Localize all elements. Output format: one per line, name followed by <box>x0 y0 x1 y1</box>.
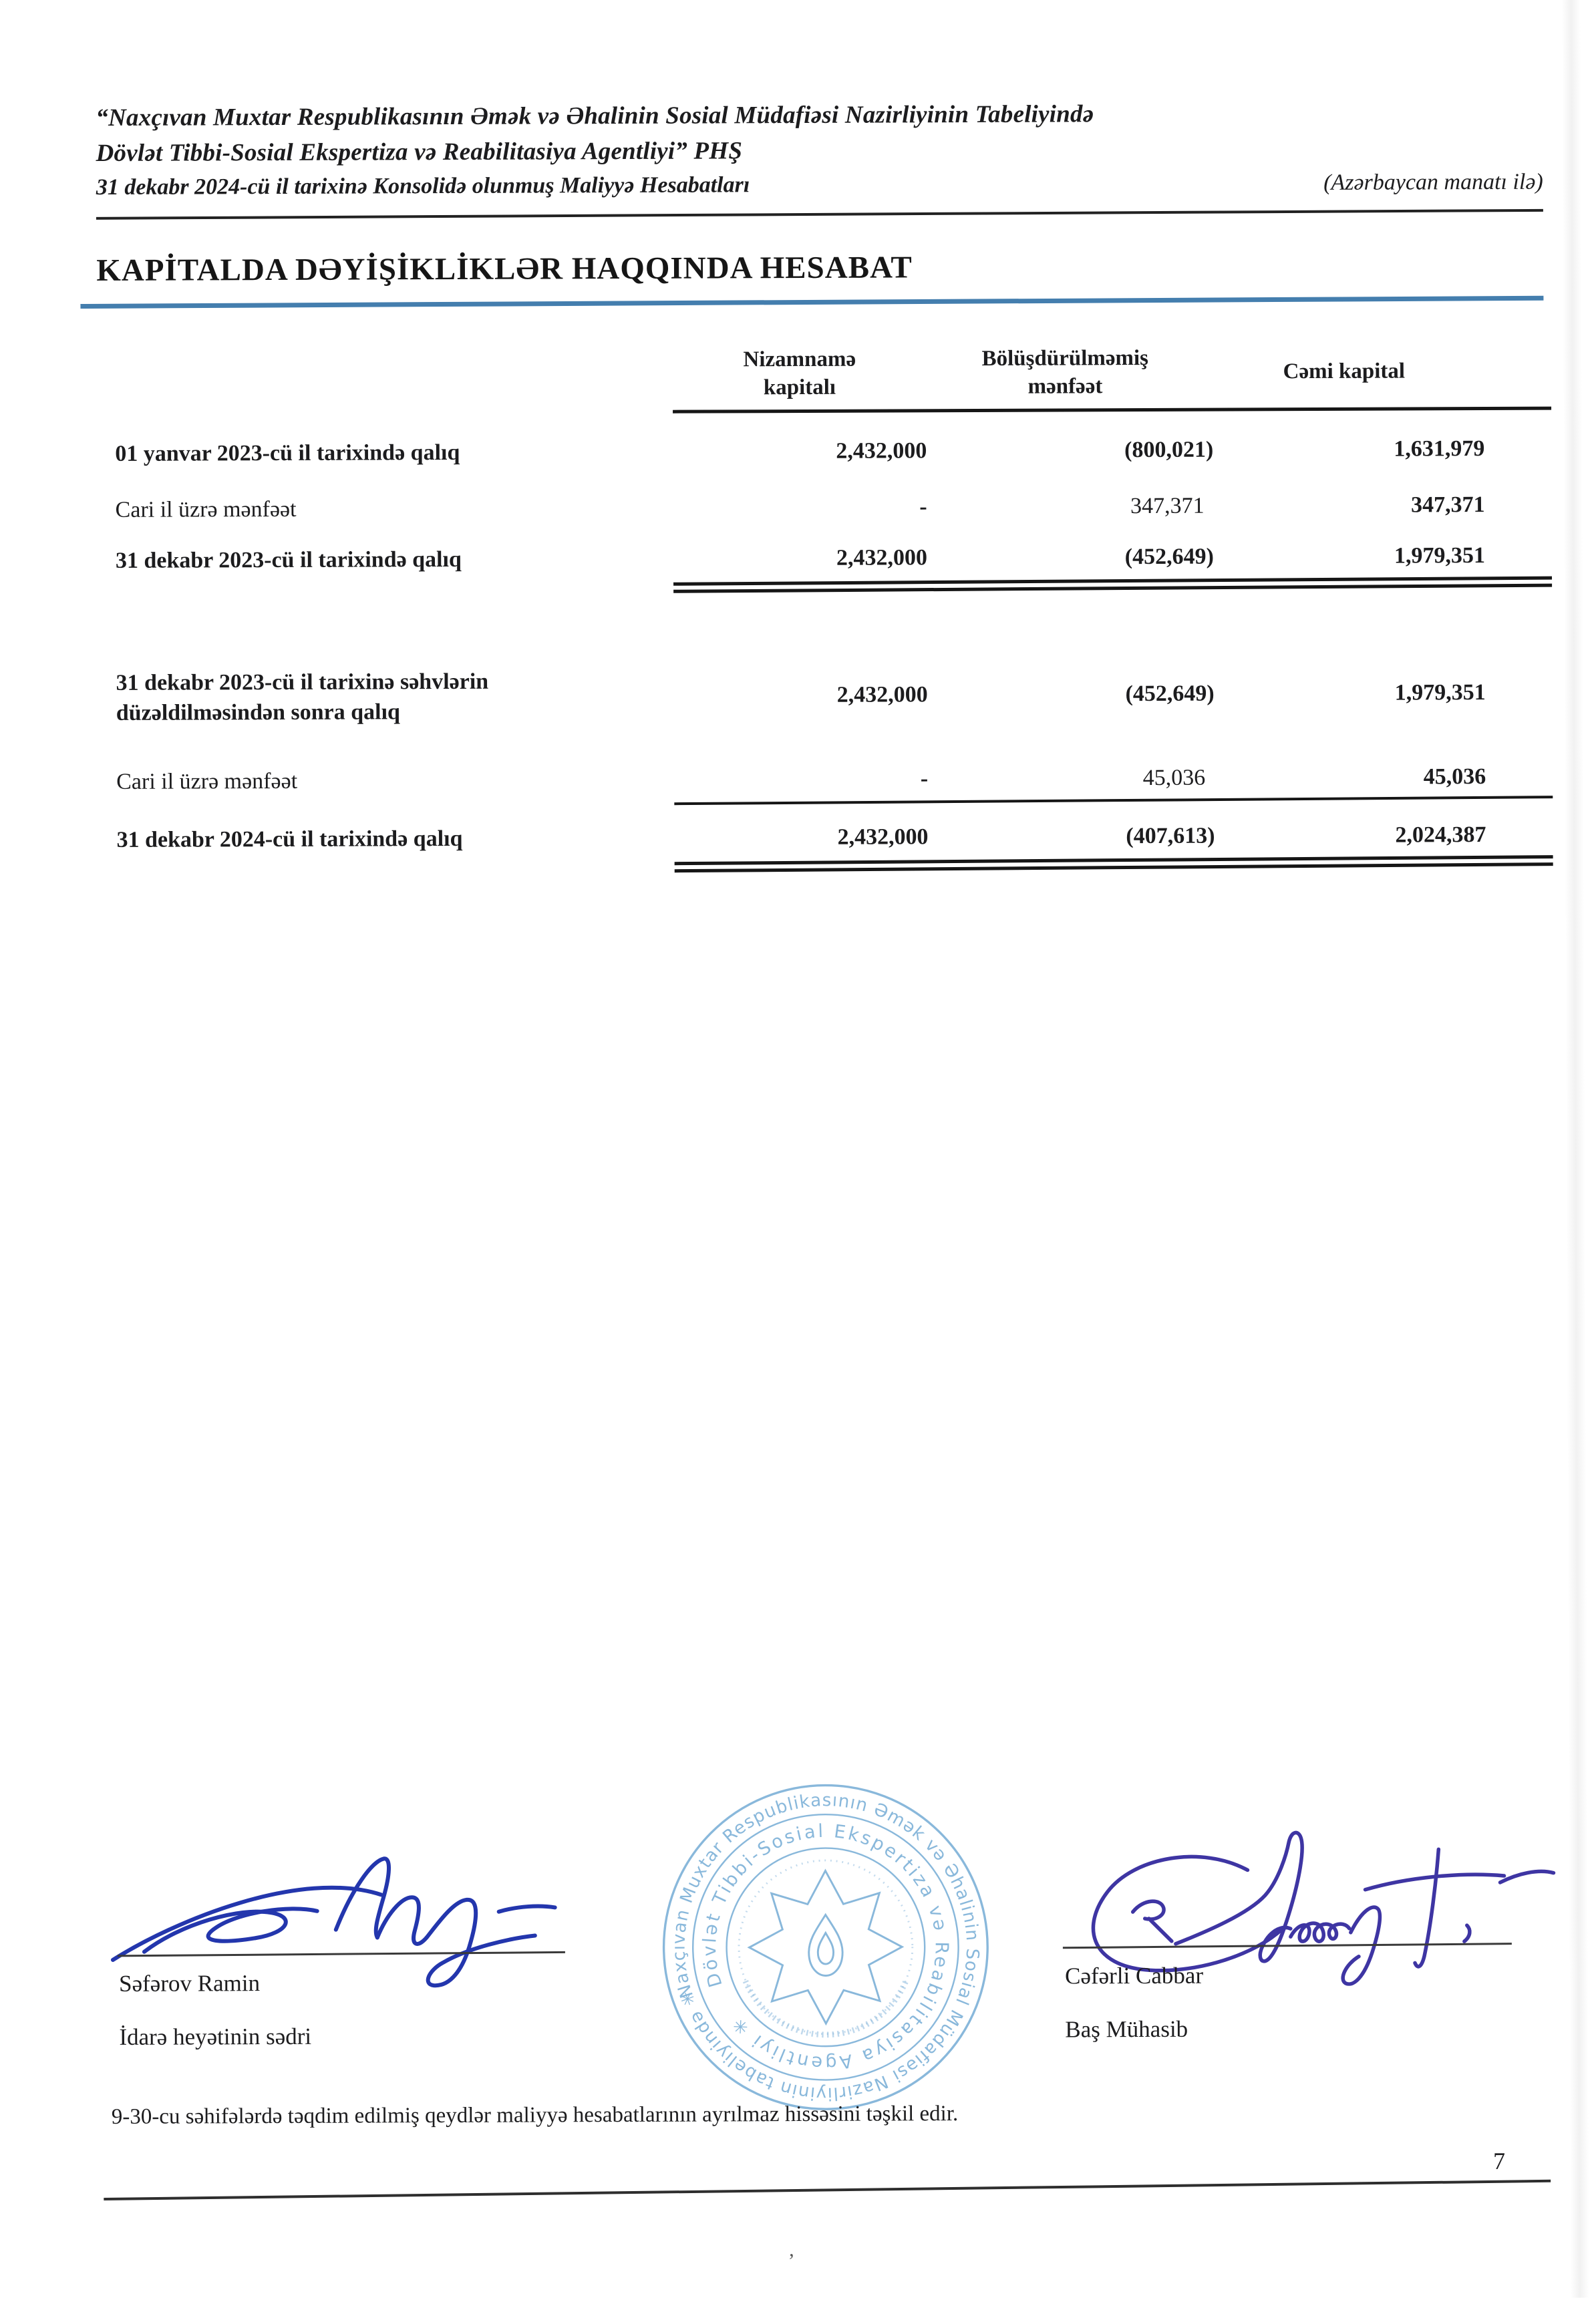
cell-total-capital: 1,979,351 <box>1394 543 1485 568</box>
signatory-name-left: Səfərov Ramin <box>119 1970 261 1997</box>
stamp-inner-ring-text: Dövlət Tibbi-Sosial Ekspertiza və Reabilitasiya Agentliyi ✳ <box>699 1820 952 2074</box>
cell-retained-earnings: (452,649) <box>1124 544 1214 570</box>
row-label: 31 dekabr 2023-cü il tarixinə səhvlərin düzəldilməsindən sonra qalıq <box>116 669 489 725</box>
cell-share-capital: 2,432,000 <box>836 438 927 464</box>
row-label: Cari il üzrə mənfəət <box>116 768 298 794</box>
stipple-ring <box>739 1860 913 2034</box>
closing-total-double-rule <box>675 855 1553 872</box>
table-row <box>116 761 1486 798</box>
signature-stroke <box>1093 1856 1281 1971</box>
official-stamp-seal <box>657 1778 995 2116</box>
cell-retained-earnings: (407,613) <box>1126 823 1215 849</box>
signature-stroke <box>1291 1923 1349 1942</box>
cell-share-capital: 2,432,000 <box>836 545 927 570</box>
signatory-name-right: Cəfərli Cabbar <box>1064 1962 1204 1989</box>
cell-total-capital: 1,979,351 <box>1394 680 1486 705</box>
row-label: Cari il üzrə mənfəət <box>115 496 297 522</box>
signature-left-strokes <box>112 1858 555 1987</box>
stamp-text-rings <box>669 1790 983 2104</box>
currency-note: (Azərbaycan manatı ilə) <box>1323 169 1543 195</box>
cell-total-capital: 1,631,979 <box>1394 436 1485 462</box>
signature-stroke <box>1414 1849 1439 1967</box>
signature-stroke <box>1464 1925 1470 1941</box>
wreath-stipple-arc <box>746 1981 907 2035</box>
table-row <box>116 489 1485 526</box>
scan-speck: ’ <box>788 2250 795 2273</box>
cell-share-capital: 2,432,000 <box>836 682 928 707</box>
column-header-total-capital: Cəmi kapital <box>1283 359 1406 384</box>
footer-rule <box>104 2180 1551 2200</box>
column-header-share-capital: Nizamnamə kapitalı <box>743 347 856 400</box>
subtotal-rule <box>674 796 1553 805</box>
signature-stroke <box>1500 1871 1553 1882</box>
stamp-outer-ring-text: Naxçıvan Muxtar Respublikasının Əmək və Əhalinin Sosial Müdafiəsi Nazirliyinin tabeliyində ✳ <box>669 1790 983 2104</box>
signature-stroke <box>113 1887 381 1960</box>
organization-name-line1: “Naxçıvan Muxtar Respublikasının Əmək və Əhalinin Sosial Müdafiəsi Nazirliyinin Tabeliyində <box>96 100 1094 132</box>
row-label: 31 dekabr 2023-cü il tarixində qalıq <box>115 546 462 573</box>
signature-stroke <box>1133 1901 1172 1941</box>
stamp-middle-circle <box>692 1814 959 2080</box>
cell-share-capital: - <box>920 766 929 792</box>
cell-retained-earnings: 347,371 <box>1130 493 1205 519</box>
eight-pointed-star-icon <box>749 1870 903 2024</box>
table-header-row <box>115 335 1484 412</box>
page-number: 7 <box>1493 2147 1506 2175</box>
table-row <box>116 540 1485 577</box>
footer-note: 9-30-cu səhifələrdə təqdim edilmiş qeydlər maliyyə hesabatlarının ayrılmaz hissəsini təşkil edir. <box>111 2102 959 2129</box>
section-total-double-rule <box>673 577 1552 593</box>
cell-retained-earnings: (800,021) <box>1124 437 1214 463</box>
row-label: 01 yanvar 2023-cü il tarixində qalıq <box>115 440 460 466</box>
cell-share-capital: 2,432,000 <box>837 824 929 850</box>
equity-changes-table <box>115 335 1486 873</box>
flame-icon <box>809 1915 843 1975</box>
report-subtitle-row <box>96 170 1543 200</box>
signature-stroke <box>499 1906 555 1911</box>
cell-retained-earnings: 45,036 <box>1142 765 1206 791</box>
table-row <box>115 433 1484 470</box>
column-header-retained-earnings: Bölüşdürülməmiş mənfəət <box>981 345 1149 399</box>
cell-total-capital: 347,371 <box>1411 492 1485 518</box>
title-accent-rule <box>80 296 1543 309</box>
page-title: KAPİTALDA DƏYİŞİKLİKLƏR HAQQINDA HESABAT <box>96 250 913 289</box>
signatory-title-right: Baş Mühasib <box>1065 2015 1188 2043</box>
cell-share-capital: - <box>919 494 927 520</box>
cell-total-capital: 45,036 <box>1423 764 1486 790</box>
cell-total-capital: 2,024,387 <box>1395 822 1486 848</box>
signatory-title-left: İdarə heyətinin sədri <box>119 2023 312 2050</box>
row-label: 31 dekabr 2024-cü il tarixində qalıq <box>116 826 463 852</box>
table-row <box>116 662 1486 729</box>
table-header-spacer <box>115 374 673 376</box>
report-subtitle: 31 dekabr 2024-cü il tarixinə Konsolidə olunmuş Maliyyə Hesabatları <box>96 172 750 200</box>
signature-stroke <box>1175 1832 1303 1961</box>
stamp-inner-circle <box>726 1848 925 2047</box>
document-header <box>96 95 1543 200</box>
organization-name-line2: Dövlət Tibbi-Sosial Ekspertiza və Reabilitasiya Agentliyi” PHŞ <box>96 137 743 168</box>
header-divider-rule <box>96 209 1543 220</box>
table-row <box>116 819 1486 856</box>
cell-retained-earnings: (452,649) <box>1125 681 1215 707</box>
